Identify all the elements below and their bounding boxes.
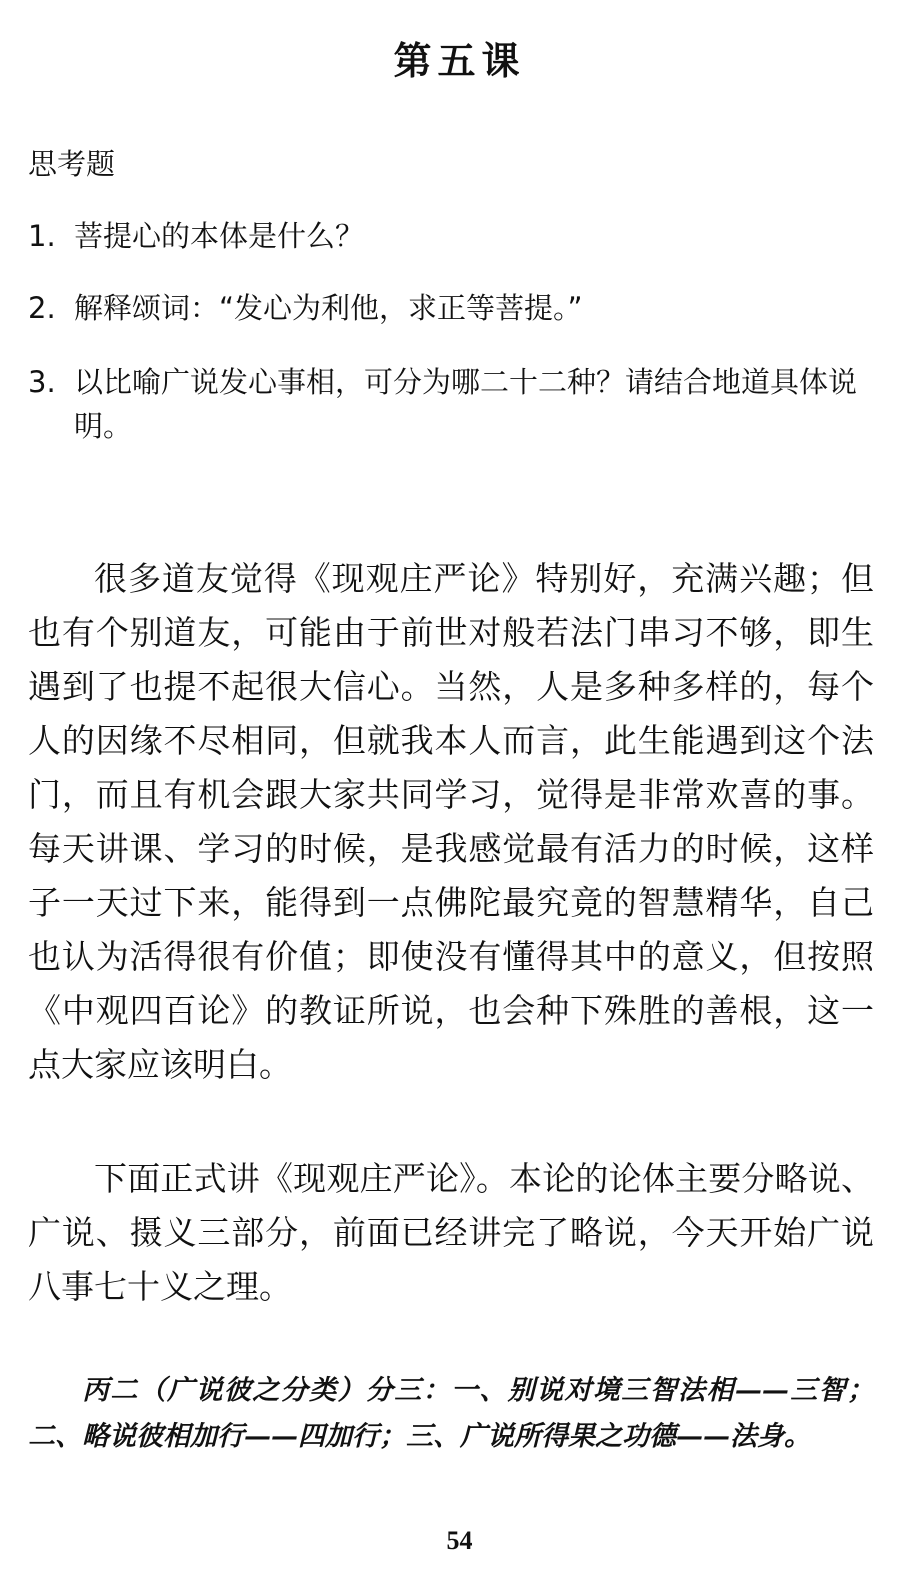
question-text: 菩提心的本体是什么？ [74, 219, 365, 253]
question-text: 解释颂词：“发心为利他，求正等菩提。” [74, 291, 583, 325]
questions-heading: 思考题 [28, 147, 116, 181]
question-number: 3. [28, 365, 56, 399]
section-heading: 丙二（广说彼之分类）分三：一、别说对境三智法相——三智；二、略说彼相加行——四加行；三、广说所得果之功德——法身。 [28, 1375, 874, 1452]
question-text: 以比喻广说发心事相，可分为哪二十二种？请结合地道具体说明。 [74, 365, 858, 443]
question-2 [28, 286, 878, 330]
body-paragraph-1: 很多道友觉得《现观庄严论》特别好，充满兴趣；但也有个别道友，可能由于前世对般若法门串习不够，即生遇到了也提不起很大信心。当然，人是多种多样的，每个人的因缘不尽相同，但就我本人而言，此生能遇到这个法门，而且有机会跟大家共同学习，觉得是非常欢喜的事。每天讲课、学习的时候，是我感觉最有活力的时候，这样子一天过下来，能得到一点佛陀最究竟的智慧精华，自己也认为活得很有价值；即使没有懂得其中的意义，但按照《中观四百论》的教证所说，也会种下殊胜的善根，这一点大家应该明白。 [28, 559, 874, 1084]
body-paragraph-2: 下面正式讲《现观庄严论》。本论的论体主要分略说、广说、摄义三部分，前面已经讲完了略说，今天开始广说八事七十义之理。 [28, 1159, 874, 1306]
question-number: 1. [28, 219, 56, 253]
question-1 [28, 214, 878, 258]
question-number: 2. [28, 291, 56, 325]
question-3 [28, 360, 878, 448]
lesson-title: 第五课 [393, 38, 526, 83]
page-number: 54 [446, 1526, 473, 1555]
